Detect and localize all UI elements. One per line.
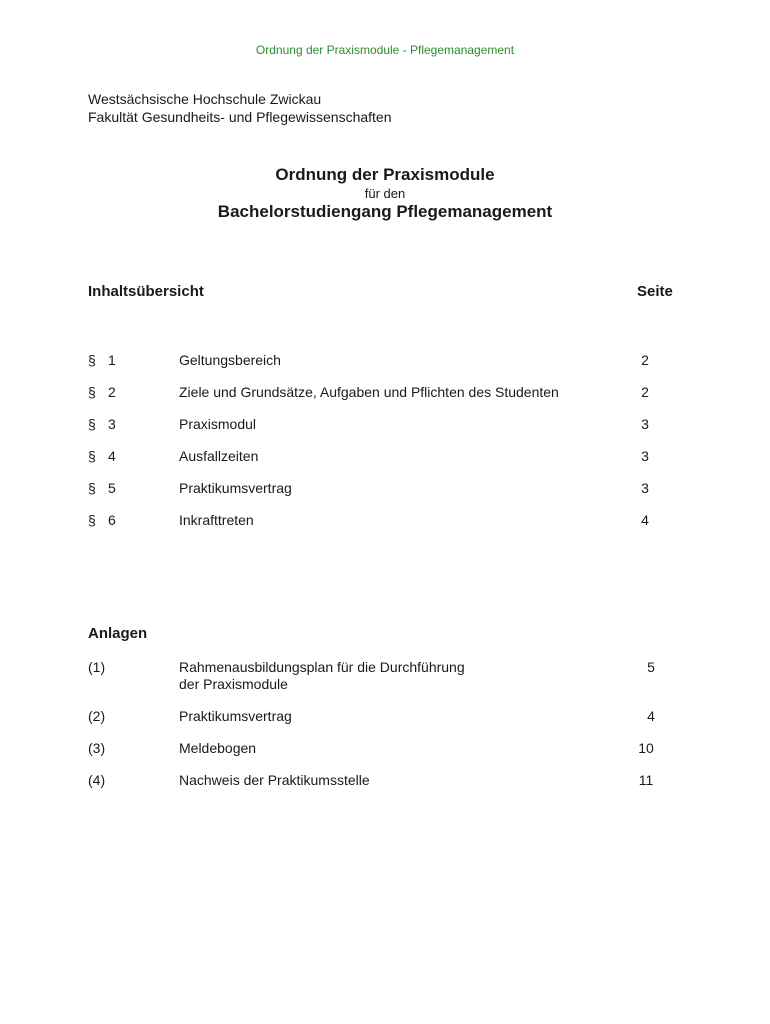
toc-item-page: 4 xyxy=(641,512,649,528)
paragraph-symbol: § xyxy=(88,512,96,528)
toc-item-label: Ausfallzeiten xyxy=(179,448,259,464)
toc-heading: Inhaltsübersicht xyxy=(88,283,204,300)
annex-item-label: Meldebogen xyxy=(179,740,257,756)
toc-item-label: Inkrafttreten xyxy=(179,512,254,528)
annex-item-page: 5 xyxy=(647,659,655,675)
toc-item xyxy=(0,480,770,500)
toc-item-page: 2 xyxy=(641,384,649,400)
annexes-heading: Anlagen xyxy=(88,625,148,642)
toc-item-label: Praktikumsvertrag xyxy=(179,480,292,496)
annex-item xyxy=(0,708,770,728)
annex-item xyxy=(0,740,770,760)
toc-item-number: 6 xyxy=(108,512,116,528)
toc-item-page: 2 xyxy=(641,352,649,368)
annex-item-number: (1) xyxy=(88,659,106,675)
annex-item-number: (3) xyxy=(88,740,106,756)
toc-item xyxy=(0,512,770,532)
toc-item-label: Ziele und Grundsätze, Aufgaben und Pflichten des Studenten xyxy=(179,384,559,400)
toc-item-number: 4 xyxy=(108,448,116,464)
annex-item-page: 11 xyxy=(638,772,654,788)
annex-item-page: 4 xyxy=(647,708,655,724)
toc-item-number: 3 xyxy=(108,416,116,432)
toc-item xyxy=(0,448,770,468)
paragraph-symbol: § xyxy=(88,416,96,432)
running-header: Ordnung der Praxismodule - Pflegemanagement xyxy=(255,43,515,57)
document-title: Ordnung der Praxismodule xyxy=(275,165,495,184)
faculty-name: Fakultät Gesundheits- und Pflegewissenschaften xyxy=(88,109,392,125)
annex-item-label: Praktikumsvertrag xyxy=(179,708,292,724)
toc-item-label: Praxismodul xyxy=(179,416,257,432)
toc-item-number: 5 xyxy=(108,480,116,496)
annex-item xyxy=(0,659,770,695)
toc-page-heading: Seite xyxy=(637,283,673,300)
paragraph-symbol: § xyxy=(88,480,96,496)
toc-item xyxy=(0,416,770,436)
annex-item-label: Rahmenausbildungsplan für die Durchführung xyxy=(179,659,465,675)
toc-item xyxy=(0,352,770,372)
paragraph-symbol: § xyxy=(88,384,96,400)
program-title: Bachelorstudiengang Pflegemanagement xyxy=(217,202,553,221)
paragraph-symbol: § xyxy=(88,448,96,464)
toc-item-page: 3 xyxy=(641,480,649,496)
annex-item-number: (4) xyxy=(88,772,106,788)
annex-item-page: 10 xyxy=(638,740,654,756)
title-connector: für den xyxy=(364,186,406,201)
toc-item xyxy=(0,384,770,404)
annex-item-label-continued: der Praxismodule xyxy=(179,676,288,692)
toc-item-label: Geltungsbereich xyxy=(179,352,281,368)
annex-item xyxy=(0,772,770,792)
toc-item-page: 3 xyxy=(641,448,649,464)
institution-name: Westsächsische Hochschule Zwickau xyxy=(88,91,322,107)
paragraph-symbol: § xyxy=(88,352,96,368)
toc-item-page: 3 xyxy=(641,416,649,432)
toc-item-number: 2 xyxy=(108,384,116,400)
annex-item-label: Nachweis der Praktikumsstelle xyxy=(179,772,370,788)
annex-item-number: (2) xyxy=(88,708,106,724)
toc-item-number: 1 xyxy=(108,352,116,368)
